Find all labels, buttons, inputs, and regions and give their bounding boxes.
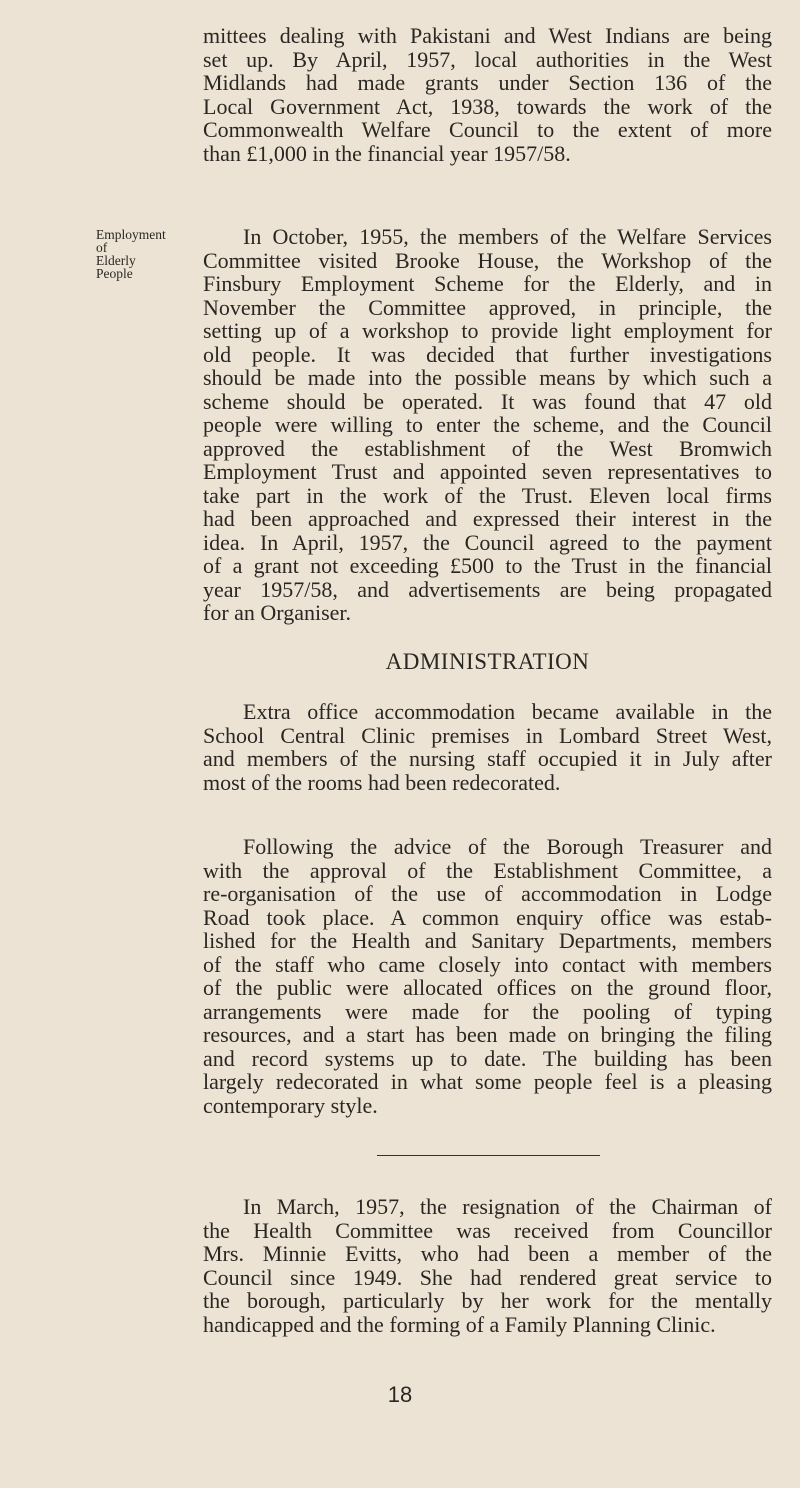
text-line: Commonwealth Welfare Council to the extent of more (203, 117, 772, 142)
section-heading: ADMINISTRATION (385, 649, 590, 674)
text-line: Employment Trust and appointed seven representatives to (203, 459, 772, 484)
paragraph-continuation (203, 24, 772, 165)
text-line: the borough, particularly by her work for the mentally (203, 1288, 772, 1313)
page-number: 18 (387, 1382, 413, 1407)
paragraph-office (203, 700, 772, 794)
text-line: contemporary style. (203, 1092, 378, 1118)
text-line: with the approval of the Establishment Committee, a (203, 857, 772, 883)
text-line: Extra office accommodation became available in the (243, 699, 772, 724)
text-line: setting up of a workshop to provide light employment for (203, 318, 772, 343)
text-line: set up. By April, 1957, local authorities in the West (203, 46, 772, 72)
text-line: Mrs. Minnie Evitts, who had been a member of the (203, 1241, 772, 1266)
text-line: and members of the nursing staff occupied it in July after (203, 746, 772, 771)
margin-note-line: People (96, 266, 133, 281)
text-line: most of the rooms had been redecorated. (203, 769, 561, 795)
margin-note-line: Employment (96, 227, 166, 242)
text-line: arrangements were made for the pooling of typing (203, 998, 772, 1024)
text-line: scheme should be operated. It was found that 47 old (203, 388, 772, 414)
text-line: had been approached and expressed their interest in the (203, 506, 772, 531)
text-line: lished for the Health and Sanitary Departments, members (203, 928, 772, 953)
text-line: approved the establishment of the West Bromwich (203, 435, 772, 461)
text-line: mittees dealing with Pakistani and West Indians are being (203, 23, 772, 48)
text-line: Midlands had made grants under Section 136 of the (203, 70, 772, 95)
text-line: of the staff who came closely into contact with members (203, 951, 772, 977)
text-line: take part in the work of the Trust. Eleven local firms (203, 482, 772, 508)
text-line: than £1,000 in the financial year 1957/58. (203, 140, 571, 166)
margin-note-line: Elderly (96, 253, 136, 268)
text-line: November the Committee approved, in principle, the (203, 294, 772, 320)
text-line: Road took place. A common enquiry office was estab- (203, 904, 772, 930)
text-line: handicapped and the forming of a Family Planning Clinic. (203, 1311, 716, 1337)
text-line: largely redecorated in what some people feel is a pleasing (203, 1069, 772, 1094)
paragraph-employment (203, 225, 772, 625)
text-line: In October, 1955, the members of the Welfare Services (243, 224, 772, 249)
text-line: year 1957/58, and advertisements are being propagated (203, 576, 772, 602)
text-line: Following the advice of the Borough Treasurer and (243, 834, 772, 859)
text-line: idea. In April, 1957, the Council agreed to the payment (203, 529, 772, 555)
text-line: of the public were allocated offices on the ground floor, (203, 975, 772, 1000)
text-line: resources, and a start has been made on bringing the filing (203, 1022, 772, 1047)
text-line: re-organisation of the use of accommodation in Lodge (203, 881, 772, 906)
text-line: for an Organiser. (203, 600, 352, 625)
text-line: School Central Clinic premises in Lombard Street West, (203, 722, 772, 748)
text-line: Local Government Act, 1938, towards the work of the (203, 93, 772, 119)
text-line: people were willing to enter the scheme, and the Council (203, 412, 772, 437)
text-line: should be made into the possible means by which such a (203, 365, 772, 390)
text-line: and record systems up to date. The building has been (203, 1045, 772, 1071)
text-line: the Health Committee was received from Councillor (203, 1217, 772, 1243)
paragraph-reorganisation (203, 835, 772, 1117)
text-line: Council since 1949. She had rendered great service to (203, 1264, 772, 1290)
text-line: of a grant not exceeding £500 to the Trust in the financial (203, 553, 772, 578)
divider (377, 1155, 600, 1156)
text-line: Finsbury Employment Scheme for the Elderly, and in (203, 271, 772, 296)
margin-note-line: of (96, 240, 108, 255)
text-line: Committee visited Brooke House, the Workshop of the (203, 247, 772, 273)
margin-note (96, 228, 166, 280)
text-line: In March, 1957, the resignation of the Chairman of (243, 1194, 772, 1219)
text-line: old people. It was decided that further investigations (203, 341, 772, 367)
paragraph-resignation (203, 1195, 772, 1336)
